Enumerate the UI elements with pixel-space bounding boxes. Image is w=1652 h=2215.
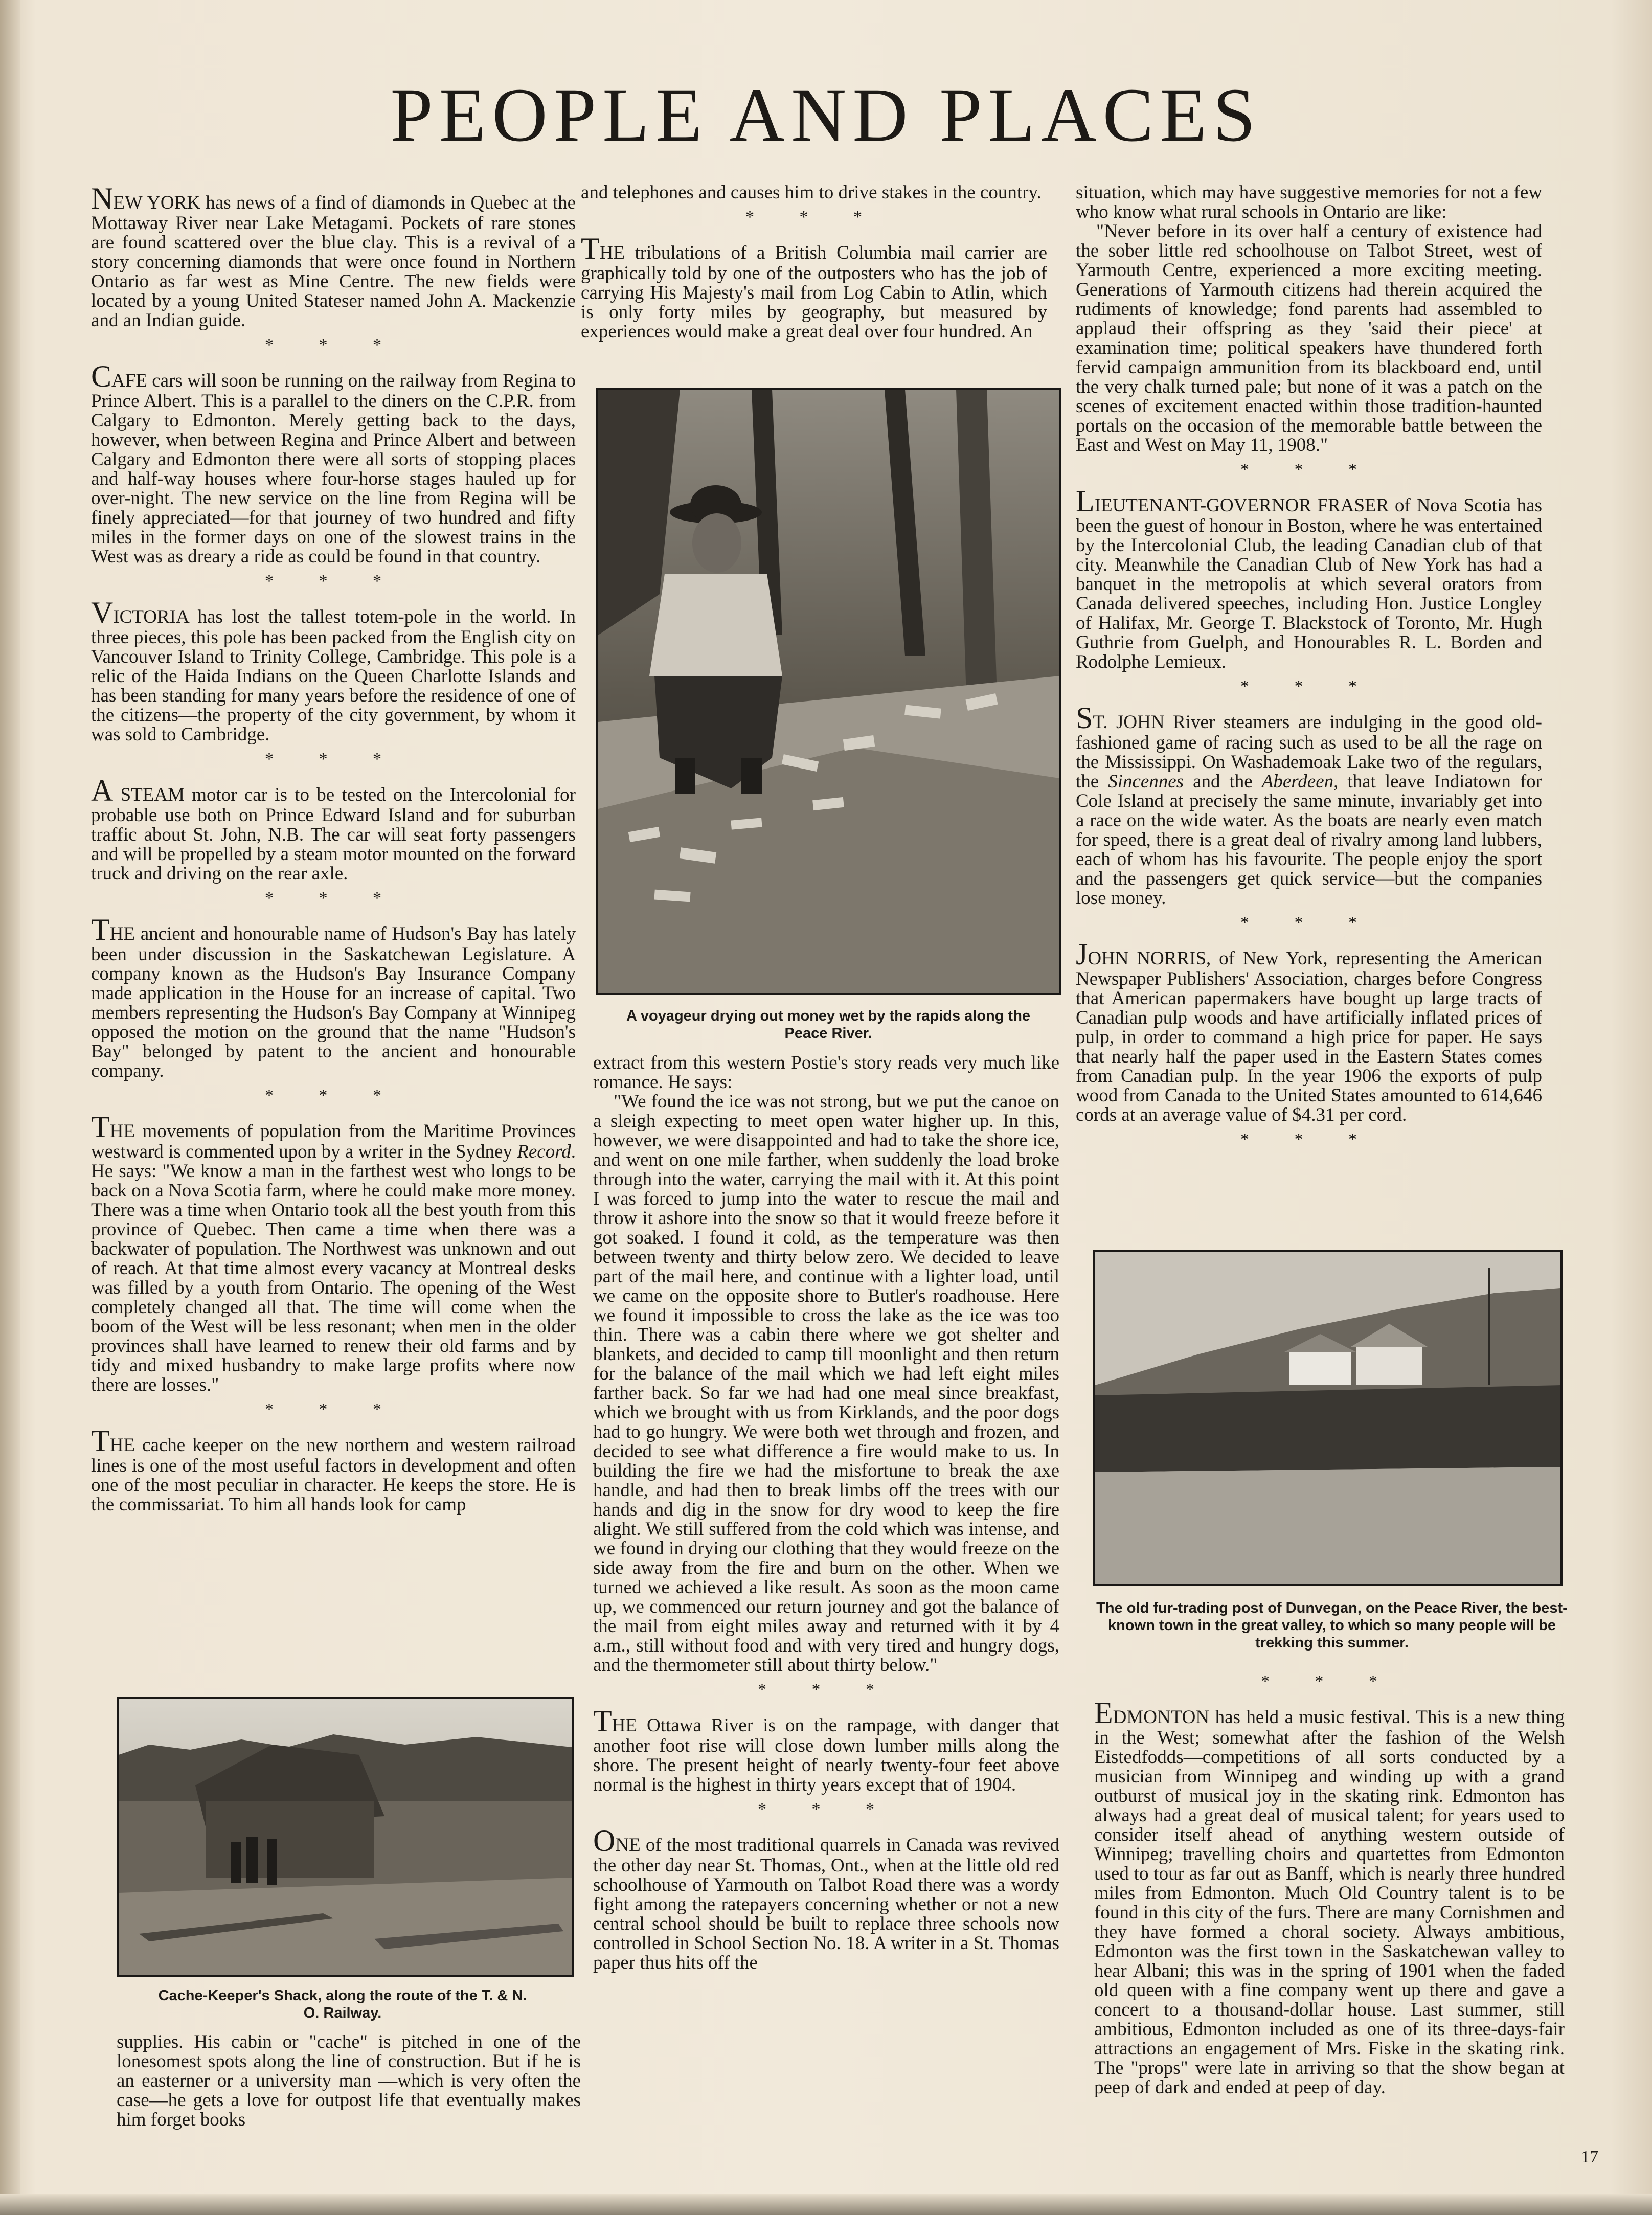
steamer-name: Aberdeen	[1261, 771, 1334, 792]
article-text: ST. JOHN River steamers are indulging in the good old-fashioned game of racing such as used to be all the rage on the Mississippi. On Washademoak Lake two of the regulars, the	[1076, 701, 1542, 792]
separator: * * *	[265, 1086, 402, 1105]
caption-cache-keepers-shack: Cache-Keeper's Shack, along the route of the T. & N. O. Railway.	[158, 1987, 527, 2021]
page-bottom-edge	[0, 2194, 1652, 2215]
article-lieutenant-governor: LIEUTENANT-GOVERNOR FRASER of Nova Scotia has been the guest of honour in Boston, where he was entertained by the Intercolonial Club, the leading Canadian club of that city. Meanwhile the Canadian Club of New York has had a banquet in the metropolis at which several orators from Canada delivered speeches, including Hon. Justice Longley of Halifax, Mr. George T. Blackstock of Toronto, Mr. Hugh Guthrie from Guelph, and Honourables R. L. Borden and Rodolphe Lemieux.	[1076, 484, 1542, 672]
separator: * * *	[265, 572, 402, 591]
article-text: THE movements of population from the Maritime Provinces westward is commented upon by a writer in the Sydney	[91, 1110, 576, 1162]
separator: * * *	[1240, 460, 1377, 479]
column-2-bottom	[593, 1053, 1059, 1973]
article-diamonds: NEW YORK has news of a find of diamonds in Quebec at the Mottaway River near Lake Metagami. Pockets of rare stones are found scattered over the blue clay. This is a revival of a story concerning diamonds that were once found in Northern Ontario as far west as Mine Centre. The new fields were located by a young United Stateser named John A. Mackenzie and an Indian guide.	[91, 182, 576, 331]
schoolhouse-quote: "Never before in its over half a century of existence had the sober little red schoolhouse on Talbot Street, west of Yarmouth Centre, experienced a more exciting meeting. Generations of Yarmouth citizens had therein acquired the rudiments of knowledge; fond parents had assembled to applaud their offspring as they 'said their piece' at examination time; political speakers have thundered forth fervid campaign ammunition from its blackboard end, until the very chalk turned pale; but none of it was a patch on the scenes of excitement enacted within those tradition-haunted portals on the occasion of the memorable battle between the East and West on May 11, 1908."	[1076, 221, 1542, 456]
article-hudsons-bay: THE ancient and honourable name of Hudson's Bay has lately been under discussion in the Saskatchewan Legislature. A company known as the Hudson's Bay Insurance Company made application in the House for an increase of capital. Two members representing the Hudson's Bay Company at Winnipeg opposed the motion on the ground that the name "Hudson's Bay" belonged by patent to the ancient and honourable company.	[91, 913, 576, 1081]
dunvegan-photo-illustration	[1095, 1252, 1560, 1584]
steamer-name: Sincennes	[1108, 771, 1184, 792]
article-steam-motor-car: A STEAM motor car is to be tested on the Intercolonial for probable use both on Prince Edward Island and for suburban traffic about St. John, N.B. The car will seat forty passengers and will be propelled by a steam motor mounted on the forward truck and driving on the rear axle.	[91, 774, 576, 884]
column-3-top	[1076, 183, 1542, 1156]
photo-voyageur	[596, 388, 1061, 995]
article-steamer-racing	[1076, 703, 1542, 908]
separator: * * *	[1261, 1672, 1398, 1691]
separator: * * *	[265, 1400, 402, 1419]
photo-cache-keepers-shack	[117, 1697, 574, 1977]
page-title: PEOPLE AND PLACES	[390, 73, 1262, 157]
article-cafe-cars: CAFE cars will soon be running on the railway from Regina to Prince Albert. This is a parallel to the diners on the C.P.R. from Calgary to Edmonton. Merely getting back to the days, however, when between Regina and Prince Albert and between Calgary and Edmonton there were all sorts of stopping places and half-way houses where four-horse stages hauled up for over-night. The new service on the line from Regina will be finely appreciated—for that journey of two hundred and fifty miles in the former days on one of the slowest trains in the West was as dreary a ride as could be found in that country.	[91, 359, 576, 567]
caption-dunvegan: The old fur-trading post of Dunvegan, on the Peace River, the best-known town in the great valley, to which so many people will be trekking this summer.	[1096, 1600, 1568, 1651]
mail-carrier-quote: "We found the ice was not strong, but we put the canoe on a sleigh expecting to meet open water higher up. In this, however, we were disappointed and had to take the shore ice, and went on one mile farther, when suddenly the load broke through into the water, carrying the mail with it. At this point I was forced to jump into the water to rescue the mail and throw it ashore into the snow so that it would freeze before it got soaked. I found it cold, as the temperature was then between twenty and thirty below zero. We decided to leave part of the mail here, and continue with a lighter load, until we came on the opposite shore to Butler's roadhouse. Here we found it impossible to cross the lake as the ice was too thin. There was a cabin there where we got shelter and blankets, and decided to camp till moonlight and then return for the balance of the mail which we had left eight miles farther back. So far we had had one meal since breakfast, which we brought with us from Kirklands, and the poor dogs had to go hungry. We were both wet through and frozen, and decided to see what difference a fire would make to us. In building the fire we had the misfortune to break the axe handle, and had then to break limbs off the trees with our hands and dig in the snow for dry wood to keep the fire alight. We still suffered from the cold which was intense, and we found in drying our clothing that they would freeze on the side away from the fire and burn on the other. When we turned we achieved a like result. As soon as the moon came up, we commenced our return journey and got the balance of the mail from eight miles away and returned with it by 4 a.m., still without food and with very tired and hungry dogs, and the thermometer still about thirty below."	[593, 1091, 1059, 1676]
article-bc-mail-carrier-continued: extract from this western Postie's story reads very much like romance. He says:	[593, 1052, 1059, 1093]
column-2-top	[581, 183, 1047, 342]
article-edmonton-music-festival: EDMONTON has held a music festival. This is a new thing in the West; somewhat after the fashion of the Welsh Eistedfodds—competitions of all sorts conducted by a musician from Winnipeg and winding up with a grand outburst of musical joy in the skating rink. Edmonton has always had a great deal of musical talent; for years used to consider itself ahead of anything western outside of Winnipeg; travelling choirs and quartettes from Edmonton used to tour as far out as Banff, which is nearly three hundred miles from Edmonton. Much Old Country talent is to be found in this city of the furs. There are many Cornishmen and they have formed a choral society. Always ambitious, Edmonton was the first town in the Saskatchewan valley to hear Albani; this was in the spring of 1901 when the faded old queen with a fine company went up there and gave a concert to a thousand-dollar house. Last summer, still ambitious, Edmonton included as one of its three-days-fair attractions an engagement of Mrs. Fiske in the skating rink. The "props" were late in arriving so that the show began at peep of dark and ended at peep of day.	[1094, 1696, 1565, 2098]
page-number: 17	[1581, 2148, 1598, 2166]
article-cache-keeper-end: and telephones and causes him to drive stakes in the country.	[581, 182, 1042, 203]
separator: * * *	[1240, 913, 1377, 932]
article-totem-pole: VICTORIA has lost the tallest totem-pole in the world. In three pieces, this pole has been packed from the English city on Vancouver Island to Trinity College, Cambridge. This pole is a relic of the Haida Indians on the Queen Charlotte Islands and has been standing for many years before the residence of one of the citizens—the property of the city government, by whom it was sold to Cambridge.	[91, 596, 576, 745]
separator: * * *	[265, 750, 402, 769]
article-bc-mail-carrier: THE tribulations of a British Columbia mail carrier are graphically told by one of the outposters who has the job of carrying His Majesty's mail from Log Cabin to Atlin, which is only forty miles by geography, but measured by experiences would make a great deal over four hundred. An	[581, 232, 1047, 342]
photo-dunvegan	[1093, 1250, 1563, 1586]
page-spine	[0, 0, 20, 2215]
article-cache-keeper: THE cache keeper on the new northern and western railroad lines is one of the most useful factors in development and often one of the most peculiar in character. He keeps the store. He is the commissariat. To him all hands look for camp	[91, 1424, 576, 1515]
column-3-bottom	[1094, 1667, 1565, 2097]
voyageur-photo-illustration	[598, 390, 1059, 993]
article-schoolhouse-continued: situation, which may have suggestive memories for not a few who know what rural schools in Ontario are like:	[1076, 182, 1542, 222]
column-1	[91, 183, 576, 1691]
publication-name: Record	[517, 1141, 571, 1162]
separator: * * *	[265, 889, 402, 908]
separator: * * *	[265, 335, 402, 354]
article-schoolhouse-quarrel: ONE of the most traditional quarrels in Canada was revived the other day near St. Thomas, Ont., when at the little old red schoolhouse of Yarmouth on Talbot Road there was a wordy fight among the ratepayers concerning whether or not a new central school should be built to replace three schools now controlled in School Section No. 18. A writer in a St. Thomas paper thus hits off the	[593, 1824, 1059, 1973]
separator: * * *	[1240, 677, 1377, 696]
column-1-continued	[117, 2032, 581, 2130]
article-pulp-wood: JOHN NORRIS, of New York, representing the American Newspaper Publishers' Association, charges before Congress that American papermakers have bought up large tracts of Canadian pulp woods and have artificially inflated prices of pulp, in order to command a high price for paper. He says that nearly half the paper used in the Eastern States comes from Canadian pulp. In the year 1906 the exports of pulp wood from Canada to the United States amounted to 614,646 cords at an average value of $4.31 per cord.	[1076, 937, 1542, 1125]
separator: * * *	[745, 208, 882, 227]
article-ottawa-river: THE Ottawa River is on the rampage, with danger that another foot rise will close down lumber mills along the shore. The present height of nearly twenty-four feet above normal is the highest in thirty years except that of 1904.	[593, 1704, 1059, 1795]
separator: * * *	[758, 1680, 895, 1699]
article-cache-keeper-continued: supplies. His cabin or "cache" is pitched in one of the lonesomest spots along the line of construction. But if he is an easterner or a university man —which is very often the case—he gets a love for outpost life that eventually makes him forget books	[117, 2031, 581, 2130]
article-text: , that leave Indiatown for Cole Island at precisely the same minute, invariably get into a race on the wide water. As the boats are nearly even match for speed, there is a great deal of rivalry among land lubbers, each of whom has his favourite. The people enjoy the sport and the passengers get quick service—but the companies lose money.	[1076, 771, 1542, 909]
shack-photo-illustration	[119, 1699, 572, 1975]
article-text: and the	[1184, 771, 1262, 792]
article-text: . He says: "We know a man in the farthest west who longs to be back on a Nova Scotia farm, where he could make more money. There was a time when Ontario took all the best youth from this province of Quebec. Then came a time when there was a backwater of population. The Northwest was unknown and out of reach. At that time almost every vacancy at Montreal desks was filled by a youth from Ontario. The opening of the West completely changed all that. The time will come when the boom of the West will be less resonant; when men in the older provinces shall have learned to renew their old farms and by tidy and mixed husbandry to make large profits where now there are losses."	[91, 1141, 576, 1395]
article-population-movements	[91, 1112, 576, 1395]
separator: * * *	[758, 1800, 895, 1819]
separator: * * *	[1240, 1130, 1377, 1149]
caption-voyageur: A voyageur drying out money wet by the rapids along the Peace River.	[626, 1008, 1031, 1042]
